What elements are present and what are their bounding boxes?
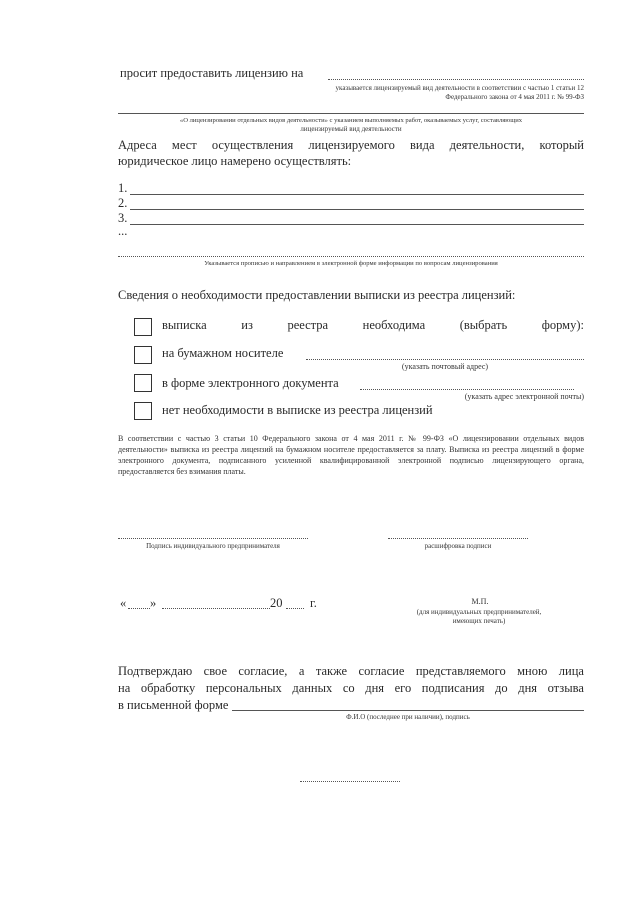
stamp-note-2: имеющих печать)	[452, 617, 506, 625]
address-item-ellipsis: ...	[118, 224, 128, 238]
date-close-quote: »	[150, 596, 157, 610]
address-field-1[interactable]	[130, 194, 584, 195]
addresses-heading-line-1: Адреса мест осуществления лицензируемого вида деятельности, который	[118, 138, 584, 152]
license-type-note-4: лицензируемый вид деятельности	[300, 125, 402, 133]
date-year-suffix: г.	[310, 596, 317, 610]
license-type-note-2: Федерального закона от 4 мая 2011 г. № 99-ФЗ	[445, 93, 584, 101]
consent-line-1: Подтверждаю свое согласие, а также согласие представляемого мною лица	[118, 664, 584, 678]
option-paper: на бумажном носителе	[162, 346, 284, 360]
postal-address-note: (указать почтовый адрес)	[401, 362, 489, 371]
option-not-needed: нет необходимости в выписке из реестра лицензий	[162, 403, 433, 417]
checkbox-not-needed[interactable]	[134, 402, 152, 420]
date-open-quote: «	[120, 596, 127, 610]
addresses-note-line	[118, 256, 584, 257]
signature-field[interactable]	[118, 538, 308, 539]
option-extract-needed: выписка из реестра необходима (выбрать форму):	[162, 318, 584, 332]
address-field-3[interactable]	[130, 224, 584, 225]
date-year-prefix: 20	[270, 596, 283, 610]
address-field-2[interactable]	[130, 209, 584, 210]
date-year-field[interactable]	[286, 608, 304, 609]
addresses-heading-line-2: юридическое лицо намерено осуществлять:	[118, 154, 352, 168]
bottom-signature-field[interactable]	[300, 781, 400, 782]
consent-caption: Ф.И.О (последнее при наличии), подпись	[346, 713, 470, 721]
option-electronic: в форме электронного документа	[162, 376, 339, 390]
request-text: просит предоставить лицензию на	[120, 66, 304, 80]
checkbox-electronic[interactable]	[134, 374, 152, 392]
consent-line-3: в письменной форме	[118, 698, 229, 712]
email-address-field[interactable]	[360, 389, 574, 390]
license-type-field-2[interactable]	[118, 113, 584, 114]
license-type-note-1: указывается лицензируемый вид деятельности в соответствии с частью 1 статьи 12	[335, 84, 584, 92]
stamp-note-1: (для индивидуальных предпринимателей,	[416, 608, 542, 616]
postal-address-field[interactable]	[306, 359, 584, 360]
checkbox-paper[interactable]	[134, 346, 152, 364]
addresses-note: Указывается прописью и направлением в электронной форме информации по вопросам лицензирования	[204, 260, 498, 267]
address-item-number-3: 3.	[118, 211, 128, 225]
stamp-label: М.П.	[471, 597, 489, 606]
license-type-field[interactable]	[328, 79, 584, 80]
signature-decoding-caption: расшифровка подписи	[424, 542, 492, 550]
address-item-number-2: 2.	[118, 196, 128, 210]
consent-line-2: на обработку персональных данных со дня его подписания до дня отзыва	[118, 681, 584, 695]
date-month-field[interactable]	[162, 608, 270, 609]
consent-name-field[interactable]	[232, 710, 584, 711]
date-day-field[interactable]	[128, 608, 150, 609]
law-note: В соответствии с частью 3 статьи 10 Федерального закона от 4 мая 2011 г. № 99-ФЗ «О лицензировании отдельных видов деятельности» выписка из реестра лицензий на бумажном носителе предоставляется за плату. Выписка из реестра лицензий в форме электронного документа, подписанного усиленной квалифицированной электронной подписью лицензирующего органа, предоставляется без взимания платы.	[118, 434, 584, 476]
checkbox-extract-needed[interactable]	[134, 318, 152, 336]
license-type-note-3: «О лицензировании отдельных видов деятельности» с указанием выполняемых работ, оказываемых услуг, составляющих	[179, 117, 523, 124]
address-item-number-1: 1.	[118, 181, 128, 195]
signature-decoding-field[interactable]	[388, 538, 528, 539]
signature-caption: Подпись индивидуального предпринимателя	[146, 542, 280, 550]
email-address-note: (указать адрес электронной почты)	[464, 392, 584, 401]
extract-heading: Сведения о необходимости предоставлении выписки из реестра лицензий:	[118, 288, 516, 302]
